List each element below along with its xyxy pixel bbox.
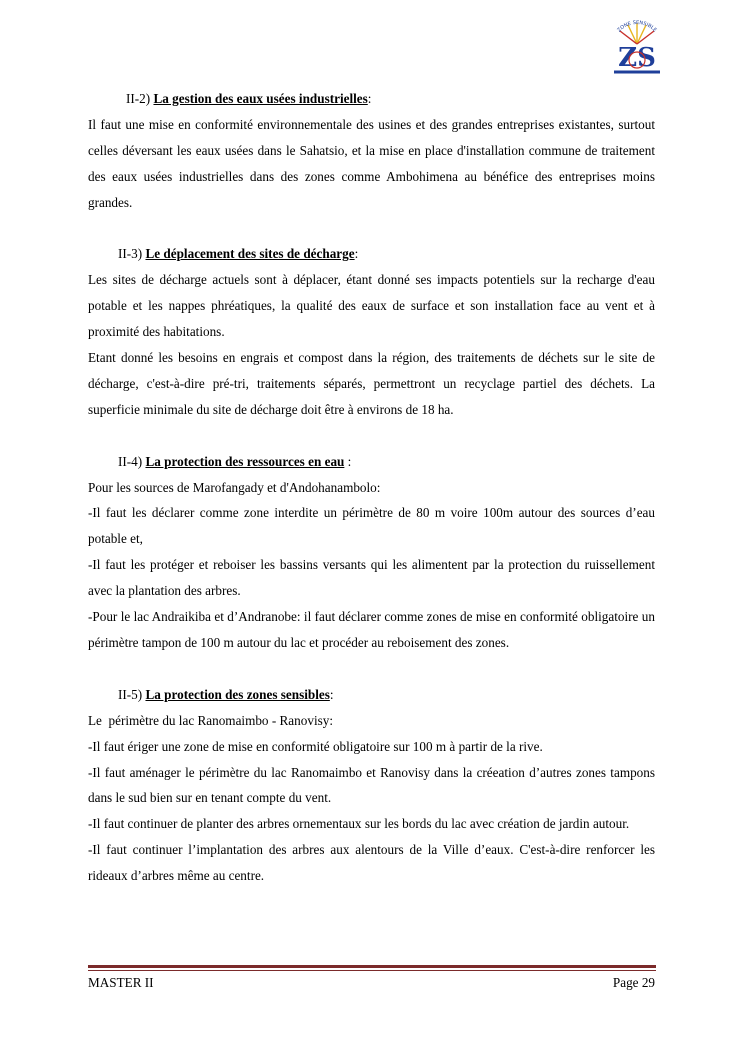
section-suffix: : xyxy=(344,453,352,469)
logo-arc-text: ZONE SENSIBLE xyxy=(616,19,658,34)
page-label: Page xyxy=(612,975,639,990)
section-heading xyxy=(88,682,655,708)
paragraph: -Il faut continuer de planter des arbres ornementaux sur les bords du lac avec création de jardin autour. xyxy=(88,816,630,832)
section-title: La protection des ressources en eau xyxy=(145,453,345,469)
section-heading xyxy=(88,241,655,267)
paragraph: -Il faut ériger une zone de mise en conformité obligatoire sur 100 m à partir de la rive. xyxy=(88,738,543,754)
section-water-resources xyxy=(88,449,655,656)
footer-rule xyxy=(88,965,656,968)
section-landfill-relocation xyxy=(88,241,655,422)
section-title: La protection des zones sensibles xyxy=(145,686,330,702)
section-number: II-4) xyxy=(118,453,143,469)
paragraph: -Pour le lac Andraikiba et d’Andranobe: il faut déclarer comme zones de mise en conformité obligatoire un périmètre tampon de 100 m autour du lac et procéder au reboisement des zones. xyxy=(88,609,655,650)
logo-emblem-icon xyxy=(604,14,670,80)
paragraph: -Il faut les déclarer comme zone interdite un périmètre de 80 m voire 100m autour des sources d’eau potable et, xyxy=(88,505,655,547)
section-heading xyxy=(88,86,655,112)
section-number: II-5) xyxy=(118,686,143,702)
paragraph: Etant donné les besoins en engrais et compost dans la région, des traitements de déchets sur le site de décharge, c'est-à-dire pré-tri, traitements séparés, permettront un recyclage partiel des déchets. La superficie minimale du site de décharge doit être à environs de 18 ha. xyxy=(88,350,655,417)
paragraph: -Il faut aménager le périmètre du lac Ranomaimbo et Ranovisy dans la créeation d’autres zones tampons dans le sud bien sur en tenant compte du vent. xyxy=(88,764,655,806)
footer-degree: MASTER II xyxy=(88,975,154,990)
section-title: Le déplacement des sites de décharge xyxy=(145,246,355,262)
section-suffix: : xyxy=(354,246,359,262)
page-number-value: 29 xyxy=(641,975,655,990)
document-body xyxy=(88,86,655,889)
logo-letters: ZS xyxy=(618,43,656,73)
paragraph: Les sites de décharge actuels sont à déplacer, étant donné ses impacts potentiels sur la recharge d'eau potable et les nappes phréatiques, la qualité des eaux de surface et son installation face au vent et à proximité des habitations. xyxy=(88,272,655,340)
paragraph: Pour les sources de Marofangady et d'Andohanambolo: xyxy=(88,479,381,495)
section-heading xyxy=(88,449,655,475)
paragraph: -Il faut continuer l’implantation des arbres aux alentours de la Ville d’eaux. C'est-à-dire renforcer les rideaux d’arbres même au centre. xyxy=(88,842,655,884)
section-suffix: : xyxy=(367,91,372,106)
section-number: II-3) xyxy=(118,246,143,262)
section-number: II-2) xyxy=(126,91,151,106)
footer-rule-thin xyxy=(88,970,656,971)
section-title: La gestion des eaux usées industrielles xyxy=(153,91,368,106)
institution-logo xyxy=(604,14,670,80)
section-industrial-wastewater xyxy=(88,86,655,216)
paragraph: -Il faut les protéger et reboiser les bassins versants qui les alimentent par la protection du ruissellement avec la plantation des arbres. xyxy=(88,557,655,599)
paragraph: Le périmètre du lac Ranomaimbo - Ranovisy: xyxy=(88,712,333,728)
section-suffix: : xyxy=(329,686,334,702)
paragraph: Il faut une mise en conformité environnementale des usines et des grandes entreprises existantes, surtout celles déversant les eaux usées dans le Sahatsio, et la mise en place d'installation commune de traitement des eaux usées industrielles dans des zones comme Ambohimena au bénéfice des entreprises moins grandes. xyxy=(88,116,655,210)
page-number xyxy=(613,974,655,992)
section-sensitive-zones xyxy=(88,682,655,889)
